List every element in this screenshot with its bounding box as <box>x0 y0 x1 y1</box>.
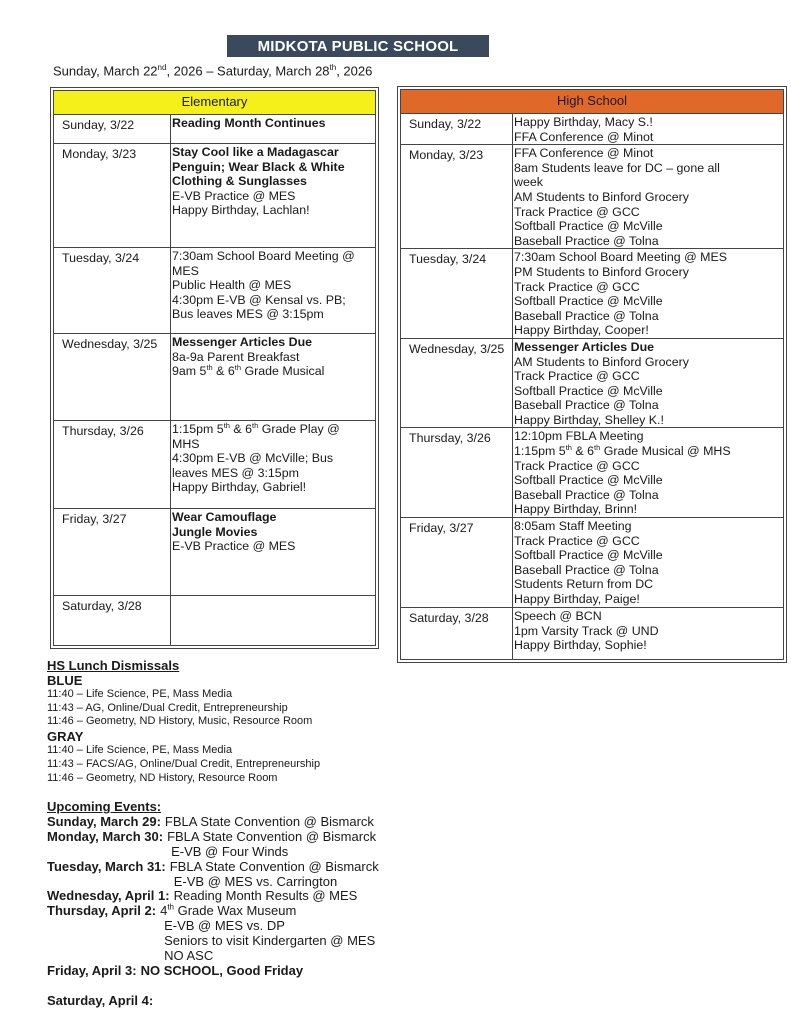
high-school-day-row <box>401 249 784 339</box>
event-line: Happy Birthday, Brinn! <box>514 502 638 517</box>
high-school-schedule-table <box>400 89 784 660</box>
event-line: Softball Practice @ McVille <box>514 219 663 234</box>
day-events <box>171 421 376 509</box>
event-detail-line: Reading Month Results @ MES <box>173 888 358 904</box>
event-line: E-VB Practice @ MES <box>172 539 296 554</box>
lunch-item: 11:40 – Life Science, PE, Mass Media <box>47 688 233 700</box>
day-label: Thursday, 3/26 <box>54 421 171 509</box>
event-date: Friday, April 3: <box>47 962 137 978</box>
day-events <box>513 428 784 518</box>
event-line: Happy Birthday, Gabriel! <box>172 480 307 495</box>
event-line: Bus leaves MES @ 3:15pm <box>172 307 324 322</box>
event-line: Track Practice @ GCC <box>514 533 640 548</box>
lunch-heading: HS Lunch Dismissals <box>47 658 180 673</box>
day-events <box>171 144 376 248</box>
upcoming-event <box>47 994 379 1009</box>
event-line: Stay Cool like a Madagascar <box>172 145 339 159</box>
elementary-day-row <box>54 248 376 334</box>
event-line: Softball Practice @ McVille <box>514 294 663 309</box>
event-details <box>170 860 379 890</box>
event-line: AM Students to Binford Grocery <box>514 354 689 369</box>
event-line: Happy Birthday, Macy S.! <box>514 115 653 129</box>
day-events <box>171 248 376 334</box>
event-line: Happy Birthday, Shelley K.! <box>514 412 664 427</box>
day-label: Wednesday, 3/25 <box>54 334 171 421</box>
day-events <box>513 114 784 145</box>
day-label: Tuesday, 3/24 <box>54 248 171 334</box>
elementary-schedule-table <box>53 90 376 646</box>
day-label: Monday, 3/23 <box>401 145 513 249</box>
school-title: MIDKOTA PUBLIC SCHOOL <box>227 35 489 57</box>
elementary-day-row <box>54 334 376 421</box>
event-details <box>165 815 374 830</box>
event-line: Baseball Practice @ Tolna <box>514 562 659 577</box>
day-label: Friday, 3/27 <box>54 509 171 596</box>
lunch-item: 11:43 – AG, Online/Dual Credit, Entrepreneurship <box>47 701 288 714</box>
event-line: Softball Practice @ McVille <box>514 548 663 563</box>
upcoming-event <box>47 904 379 964</box>
event-line: Public Health @ MES <box>172 278 292 293</box>
lunch-item: 11:46 – Geometry, ND History, Resource Room <box>47 771 278 784</box>
upcoming-events-section <box>47 800 379 1009</box>
event-line: Jungle Movies <box>172 524 258 539</box>
event-line: Softball Practice @ McVille <box>514 383 663 398</box>
event-line: Track Practice @ GCC <box>514 204 640 219</box>
day-label: Monday, 3/23 <box>54 144 171 248</box>
high-school-day-row <box>401 518 784 608</box>
event-line: Track Practice @ GCC <box>514 369 640 384</box>
event-details <box>167 830 376 860</box>
event-line: PM Students to Binford Grocery <box>514 264 689 279</box>
week-date-range: Sunday, March 22nd, 2026 – Saturday, March 28th, 2026 <box>53 63 373 79</box>
event-line: Softball Practice @ McVille <box>514 473 663 488</box>
event-line: 7:30am School Board Meeting @ <box>172 249 355 263</box>
event-line: 4:30pm E-VB @ McVille; Bus <box>172 451 334 466</box>
lunch-item: 11:46 – Geometry, ND History, Music, Resource Room <box>47 715 313 728</box>
event-line: Baseball Practice @ Tolna <box>514 233 659 248</box>
elementary-day-row <box>54 509 376 596</box>
event-detail-line: FBLA State Convention @ Bismarck <box>164 813 374 829</box>
event-line: Students Return from DC <box>514 577 654 592</box>
lunch-item: 11:40 – Life Science, PE, Mass Media <box>47 744 233 757</box>
event-line: MHS <box>172 436 200 451</box>
event-line: Baseball Practice @ Tolna <box>514 308 659 323</box>
event-line: 12:10pm FBLA Meeting <box>514 429 644 444</box>
elementary-day-row <box>54 115 376 144</box>
event-line: E-VB Practice @ MES <box>172 188 296 203</box>
day-label: Sunday, 3/22 <box>54 115 171 144</box>
event-line: Happy Birthday, Cooper! <box>514 323 649 338</box>
day-label: Wednesday, 3/25 <box>401 338 513 428</box>
event-line: Track Practice @ GCC <box>514 458 640 473</box>
day-events <box>171 115 376 144</box>
event-detail-line: NO SCHOOL, Good Friday <box>140 962 304 978</box>
event-details <box>141 964 304 979</box>
event-line: leaves MES @ 3:15pm <box>172 465 299 480</box>
event-detail-line: 4th Grade Wax Museum <box>160 903 297 919</box>
event-line: Clothing & Sunglasses <box>172 174 307 189</box>
event-line: AM Students to Binford Grocery <box>514 189 689 204</box>
lunch-group-name: GRAY <box>47 729 84 745</box>
day-events <box>513 249 784 339</box>
event-line: Wear Camouflage <box>172 510 277 524</box>
lunch-item: 11:43 – FACS/AG, Online/Dual Credit, Entrepreneurship <box>47 757 321 770</box>
event-detail-line: E-VB @ MES vs. Carrington <box>173 873 338 889</box>
event-line: 8a-9a Parent Breakfast <box>172 349 300 364</box>
day-label: Friday, 3/27 <box>401 518 513 608</box>
elementary-heading: Elementary <box>54 91 376 115</box>
event-line: Speech @ BCN <box>514 609 602 624</box>
day-events <box>171 509 376 596</box>
event-line: 1:15pm 5th & 6th Grade Play @ <box>172 420 340 436</box>
high-school-day-row <box>401 608 784 660</box>
upcoming-heading: Upcoming Events: <box>47 799 162 814</box>
upcoming-event <box>47 964 379 979</box>
high-school-day-row <box>401 145 784 249</box>
lunch-group-name: BLUE <box>47 673 83 688</box>
high-school-heading: High School <box>401 90 784 114</box>
event-line: 8am Students leave for DC – gone all <box>514 160 720 175</box>
event-line: MES <box>172 263 199 278</box>
event-line: 9am 5th & 6th Grade Musical <box>172 363 325 379</box>
day-events <box>171 596 376 646</box>
day-events <box>513 518 784 608</box>
lunch-dismissals-section <box>47 658 320 785</box>
day-events <box>513 608 784 660</box>
event-detail-line: Seniors to visit Kindergarten @ MES <box>164 933 376 949</box>
event-date: Thursday, April 2: <box>47 903 157 919</box>
event-detail-line: FBLA State Convention @ Bismarck <box>169 858 379 874</box>
high-school-day-row <box>401 338 784 428</box>
event-date: Tuesday, March 31: <box>47 858 166 874</box>
day-events <box>171 334 376 421</box>
day-label: Saturday, 3/28 <box>54 596 171 646</box>
event-line: 1:15pm 5th & 6th Grade Musical @ MHS <box>514 442 731 459</box>
elementary-day-row <box>54 144 376 248</box>
day-label: Saturday, 3/28 <box>401 608 513 660</box>
event-line: 1pm Varsity Track @ UND <box>514 623 659 638</box>
event-line: 7:30am School Board Meeting @ MES <box>514 250 728 265</box>
event-line: FFA Conference @ Minot <box>514 129 654 144</box>
day-label: Tuesday, 3/24 <box>401 249 513 339</box>
elementary-day-row <box>54 421 376 509</box>
upcoming-event <box>47 860 379 890</box>
event-details <box>160 904 375 964</box>
event-detail-line: NO ASC <box>164 948 214 964</box>
day-events <box>513 145 784 249</box>
event-detail-line: E-VB @ MES vs. DP <box>164 918 285 934</box>
event-date: Monday, March 30: <box>47 828 164 844</box>
event-line: FFA Conference @ Minot <box>514 146 654 161</box>
event-line: Messenger Articles Due <box>172 335 313 349</box>
event-line: Messenger Articles Due <box>514 339 655 354</box>
event-line: Baseball Practice @ Tolna <box>514 398 659 413</box>
event-line: Happy Birthday, Lachlan! <box>172 203 310 218</box>
event-detail-line: E-VB @ Four Winds <box>171 843 289 859</box>
elementary-day-row <box>54 596 376 646</box>
high-school-day-row <box>401 114 784 145</box>
event-detail-line: FBLA State Convention @ Bismarck <box>167 828 377 844</box>
day-events <box>513 338 784 428</box>
event-date: Wednesday, April 1: <box>47 888 170 904</box>
event-line: Penguin; Wear Black & White <box>172 159 345 174</box>
high-school-day-row <box>401 428 784 518</box>
event-line: Baseball Practice @ Tolna <box>514 487 659 502</box>
event-line: 4:30pm E-VB @ Kensal vs. PB; <box>172 292 346 307</box>
upcoming-event <box>47 830 379 860</box>
event-line: 8:05am Staff Meeting <box>514 519 632 534</box>
upcoming-event <box>47 815 379 830</box>
event-date: Saturday, April 4: <box>47 992 154 1008</box>
day-label: Thursday, 3/26 <box>401 428 513 518</box>
event-line: Happy Birthday, Paige! <box>514 592 640 606</box>
event-date: Sunday, March 29: <box>47 813 161 829</box>
event-line: Reading Month Continues <box>172 116 326 130</box>
event-line: Happy Birthday, Sophie! <box>514 638 647 653</box>
day-label: Sunday, 3/22 <box>401 114 513 145</box>
event-line: Track Practice @ GCC <box>514 279 640 294</box>
event-line: week <box>514 175 543 190</box>
